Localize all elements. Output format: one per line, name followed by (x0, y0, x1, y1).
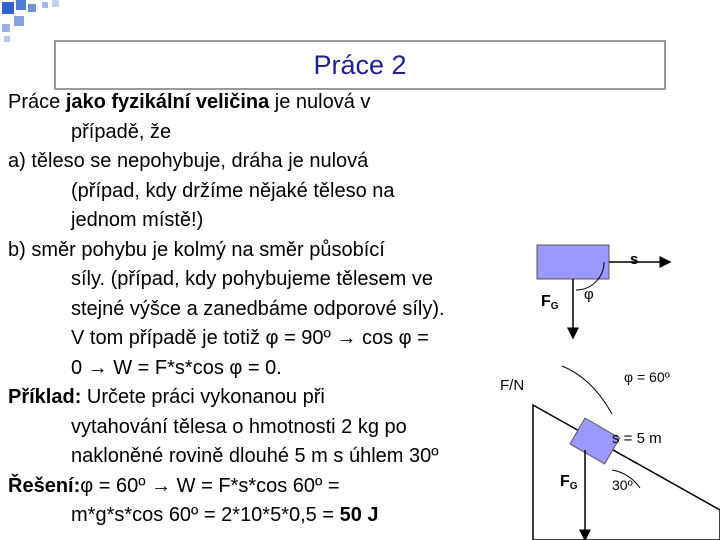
case-b-line-5: 0 → W = F*s*cos φ = 0. (71, 356, 282, 379)
label-angle-30: 30º (612, 477, 633, 493)
case-b-line-3: stejné výšce a zanedbáme odporové síly). (71, 297, 445, 320)
case-a-line-2: (případ, kdy držíme nějaké těleso na (71, 179, 395, 202)
label-phi-60: φ = 60º (624, 369, 670, 385)
solution-line-2: m*g*s*cos 60º = 2*10*5*0,5 = 50 J (71, 504, 379, 526)
solution-line-1: Řešení:φ = 60º → W = F*s*cos 60º = (8, 474, 340, 497)
label-fn: F/N (500, 377, 525, 394)
incline-angle-arc (562, 366, 612, 414)
diagram-incline (500, 366, 720, 540)
label-phi: φ (584, 286, 594, 303)
slide-title: Práce 2 (313, 49, 407, 80)
example-line-2: vytahování tělesa o hmotnosti 2 kg po (71, 415, 407, 438)
label-s-5m: s = 5 m (612, 430, 662, 447)
case-b-line-2: síly. (případ, kdy pohybujeme tělesem ve (71, 268, 434, 290)
intro-line-2: případě, že (71, 120, 172, 143)
diagram-perpendicular (537, 245, 670, 338)
example-line-1: Příklad: Určete práci vykonanou při (8, 386, 325, 408)
case-b-line-1: b) směr pohybu je kolmý na směr působící (8, 238, 385, 261)
box-block (537, 245, 609, 279)
case-a-line-3: jednom místě!) (71, 209, 204, 231)
label-s: s (630, 251, 639, 268)
label-fg-incline: FG (560, 473, 578, 492)
example-line-3: nakloněné rovině dlouhé 5 m s úhlem 30º (71, 445, 439, 467)
solution-label: Řešení: (8, 474, 81, 497)
case-a-line-1: a) těleso se nepohybuje, dráha je nulová (8, 150, 369, 172)
example-label: Příklad: (8, 386, 82, 408)
intro-line-1: Práce jako fyzikální veličina je nulová v (8, 91, 371, 113)
solution-result: 50 J (339, 504, 379, 526)
intro-bold: jako fyzikální veličina (65, 91, 270, 113)
case-b-line-4: V tom případě je totiž φ = 90º → cos φ = (71, 327, 429, 349)
label-fg: FG (541, 293, 559, 312)
